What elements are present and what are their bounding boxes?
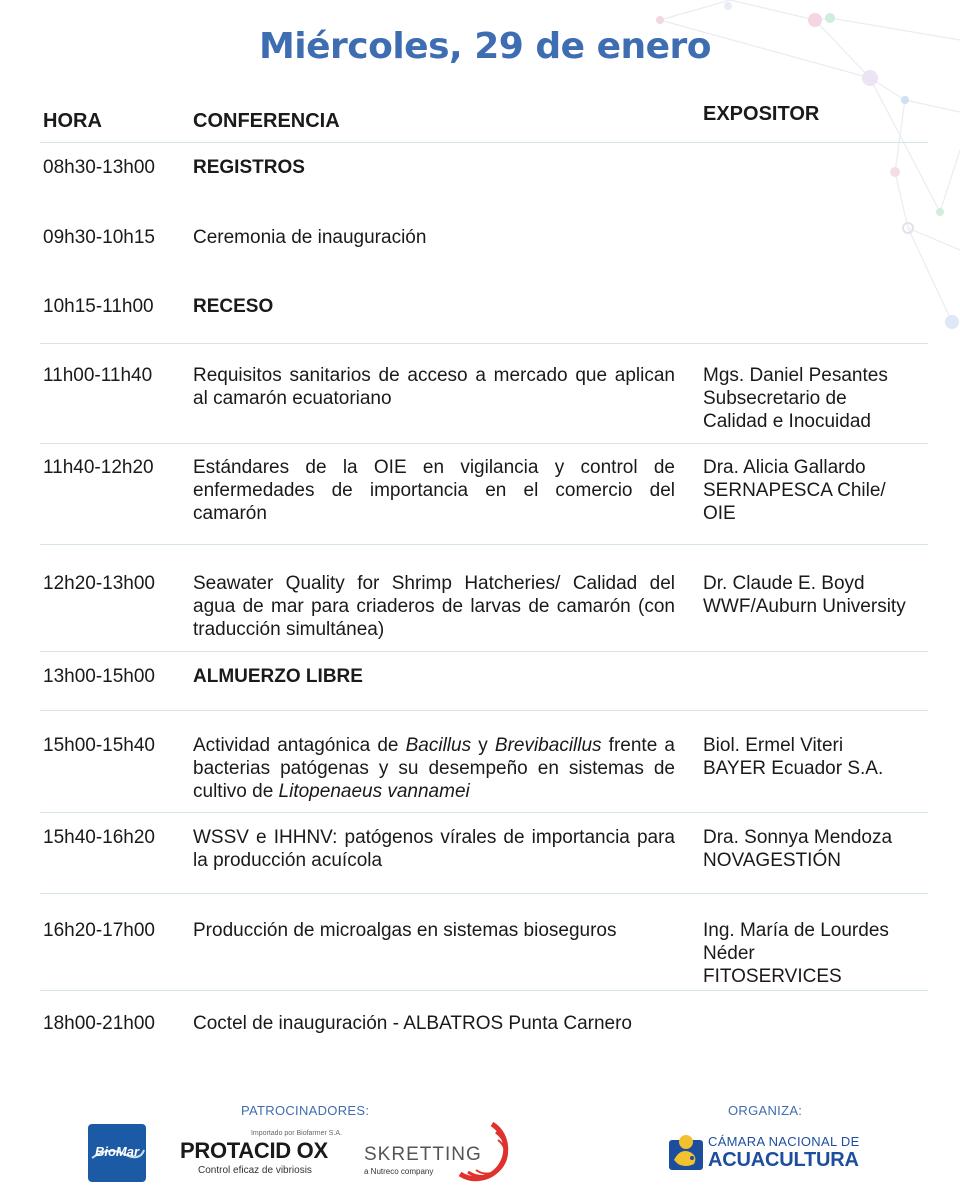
row-speaker <box>703 919 943 988</box>
row-speaker <box>703 456 943 525</box>
row-time: 10h15-11h00 <box>43 296 154 317</box>
row-title: WSSV e IHHNV: patógenos vírales de importancia para la producción acuícola <box>193 827 675 871</box>
speaker-line: OIE <box>703 503 736 524</box>
row-title: Estándares de la OIE en vigilancia y control de enfermedades de importancia en el comercio del camarón <box>193 457 675 524</box>
row-speaker <box>703 826 943 872</box>
network-node <box>890 167 900 177</box>
row-time: 12h20-13h00 <box>43 573 155 594</box>
row-time: 09h30-10h15 <box>43 227 155 248</box>
skretting-logo-text: SKRETTING <box>364 1144 482 1165</box>
skretting-logo <box>364 1118 524 1182</box>
protacid-importer-text: Importado por Biofarmer S.A. <box>250 1130 342 1137</box>
row-divider <box>40 710 928 711</box>
organizer-label: ORGANIZA: <box>728 1103 803 1118</box>
row-title: Seawater Quality for Shrimp Hatcheries/ Calidad del agua de mar para criaderos de larvas de camarón (con traducción simultánea) <box>193 573 675 640</box>
speaker-line: Néder <box>703 943 755 964</box>
title-part-italic: Brevibacillus <box>494 735 602 756</box>
page-title: Miércoles, 29 de enero <box>258 26 712 67</box>
biomar-logo-text: BioMar <box>94 1144 140 1159</box>
speaker-line: FITOSERVICES <box>703 966 842 987</box>
row-time: 13h00-15h00 <box>43 666 155 687</box>
row-time: 16h20-17h00 <box>43 920 155 941</box>
row-title: Producción de microalgas en sistemas bioseguros <box>193 920 617 941</box>
skretting-tagline: a Nutreco company <box>364 1167 434 1176</box>
speaker-line: NOVAGESTIÓN <box>703 850 841 871</box>
speaker-line: Dra. Sonnya Mendoza <box>703 827 893 848</box>
column-header-hora: HORA <box>43 110 102 132</box>
network-node <box>945 315 959 329</box>
row-time: 08h30-13h00 <box>43 157 155 178</box>
row-time: 18h00-21h00 <box>43 1013 155 1034</box>
row-divider <box>40 443 928 444</box>
network-node <box>825 13 835 23</box>
row-divider <box>40 651 928 652</box>
title-part-italic: Litopenaeus vannamei <box>278 781 470 802</box>
camara-logo-line2: ACUACULTURA <box>708 1149 859 1171</box>
speaker-line: Mgs. Daniel Pesantes <box>703 365 888 386</box>
row-speaker <box>703 572 943 618</box>
sponsors-label: PATROCINADORES: <box>241 1103 370 1118</box>
column-header-expositor: EXPOSITOR <box>703 103 820 125</box>
speaker-line: BAYER Ecuador S.A. <box>703 758 884 779</box>
network-node <box>936 208 944 216</box>
network-node <box>656 16 664 24</box>
network-node <box>808 13 822 27</box>
network-node <box>724 2 732 10</box>
title-part: frente a bacterias patógenas y su desempeño en sistemas de cultivo de <box>193 735 675 802</box>
row-divider <box>40 990 928 991</box>
row-divider <box>40 893 928 894</box>
camara-acuacultura-logo <box>668 1130 878 1174</box>
protacid-logo <box>180 1130 342 1180</box>
title-part: Actividad antagónica de <box>193 735 406 756</box>
row-divider <box>40 544 928 545</box>
column-header-conferencia: CONFERENCIA <box>193 110 340 132</box>
speaker-line: Dra. Alicia Gallardo <box>703 457 866 478</box>
speaker-line: Dr. Claude E. Boyd <box>703 573 865 594</box>
row-speaker <box>703 364 943 433</box>
row-title: Requisitos sanitarios de acceso a mercado que aplican al camarón ecuatoriano <box>193 365 675 409</box>
speaker-line: Ing. María de Lourdes <box>703 920 889 941</box>
row-divider <box>40 812 928 813</box>
row-divider <box>40 142 928 143</box>
row-title: ALMUERZO LIBRE <box>193 666 363 687</box>
row-title: Ceremonia de inauguración <box>193 227 427 248</box>
speaker-line: Calidad e Inocuidad <box>703 411 871 432</box>
network-node <box>901 96 909 104</box>
row-divider <box>40 343 928 344</box>
title-part-italic: Bacillus <box>405 735 472 756</box>
speaker-line: Subsecretario de <box>703 388 847 409</box>
speaker-line: WWF/Auburn University <box>703 596 906 617</box>
protacid-logo-text: PROTACID OX <box>180 1138 328 1163</box>
row-title: RECESO <box>193 296 274 317</box>
camara-logo-line1: CÁMARA NACIONAL DE <box>708 1134 860 1149</box>
row-speaker <box>703 734 943 780</box>
network-node <box>862 70 878 86</box>
row-time: 15h00-15h40 <box>43 735 155 756</box>
row-title: REGISTROS <box>193 157 305 178</box>
row-title <box>193 734 675 803</box>
speaker-line: SERNAPESCA Chile/ <box>703 480 886 501</box>
biomar-logo <box>88 1124 146 1182</box>
row-time: 15h40-16h20 <box>43 827 155 848</box>
protacid-tagline: Control eficaz de vibriosis <box>198 1165 312 1176</box>
row-time: 11h00-11h40 <box>43 365 153 386</box>
row-title: Coctel de inauguración - ALBATROS Punta Carnero <box>193 1013 632 1034</box>
speaker-line: Biol. Ermel Viteri <box>703 735 844 756</box>
title-part: y <box>471 735 495 756</box>
row-time: 11h40-12h20 <box>43 457 154 478</box>
shrimp-emblem-icon <box>668 1132 704 1172</box>
